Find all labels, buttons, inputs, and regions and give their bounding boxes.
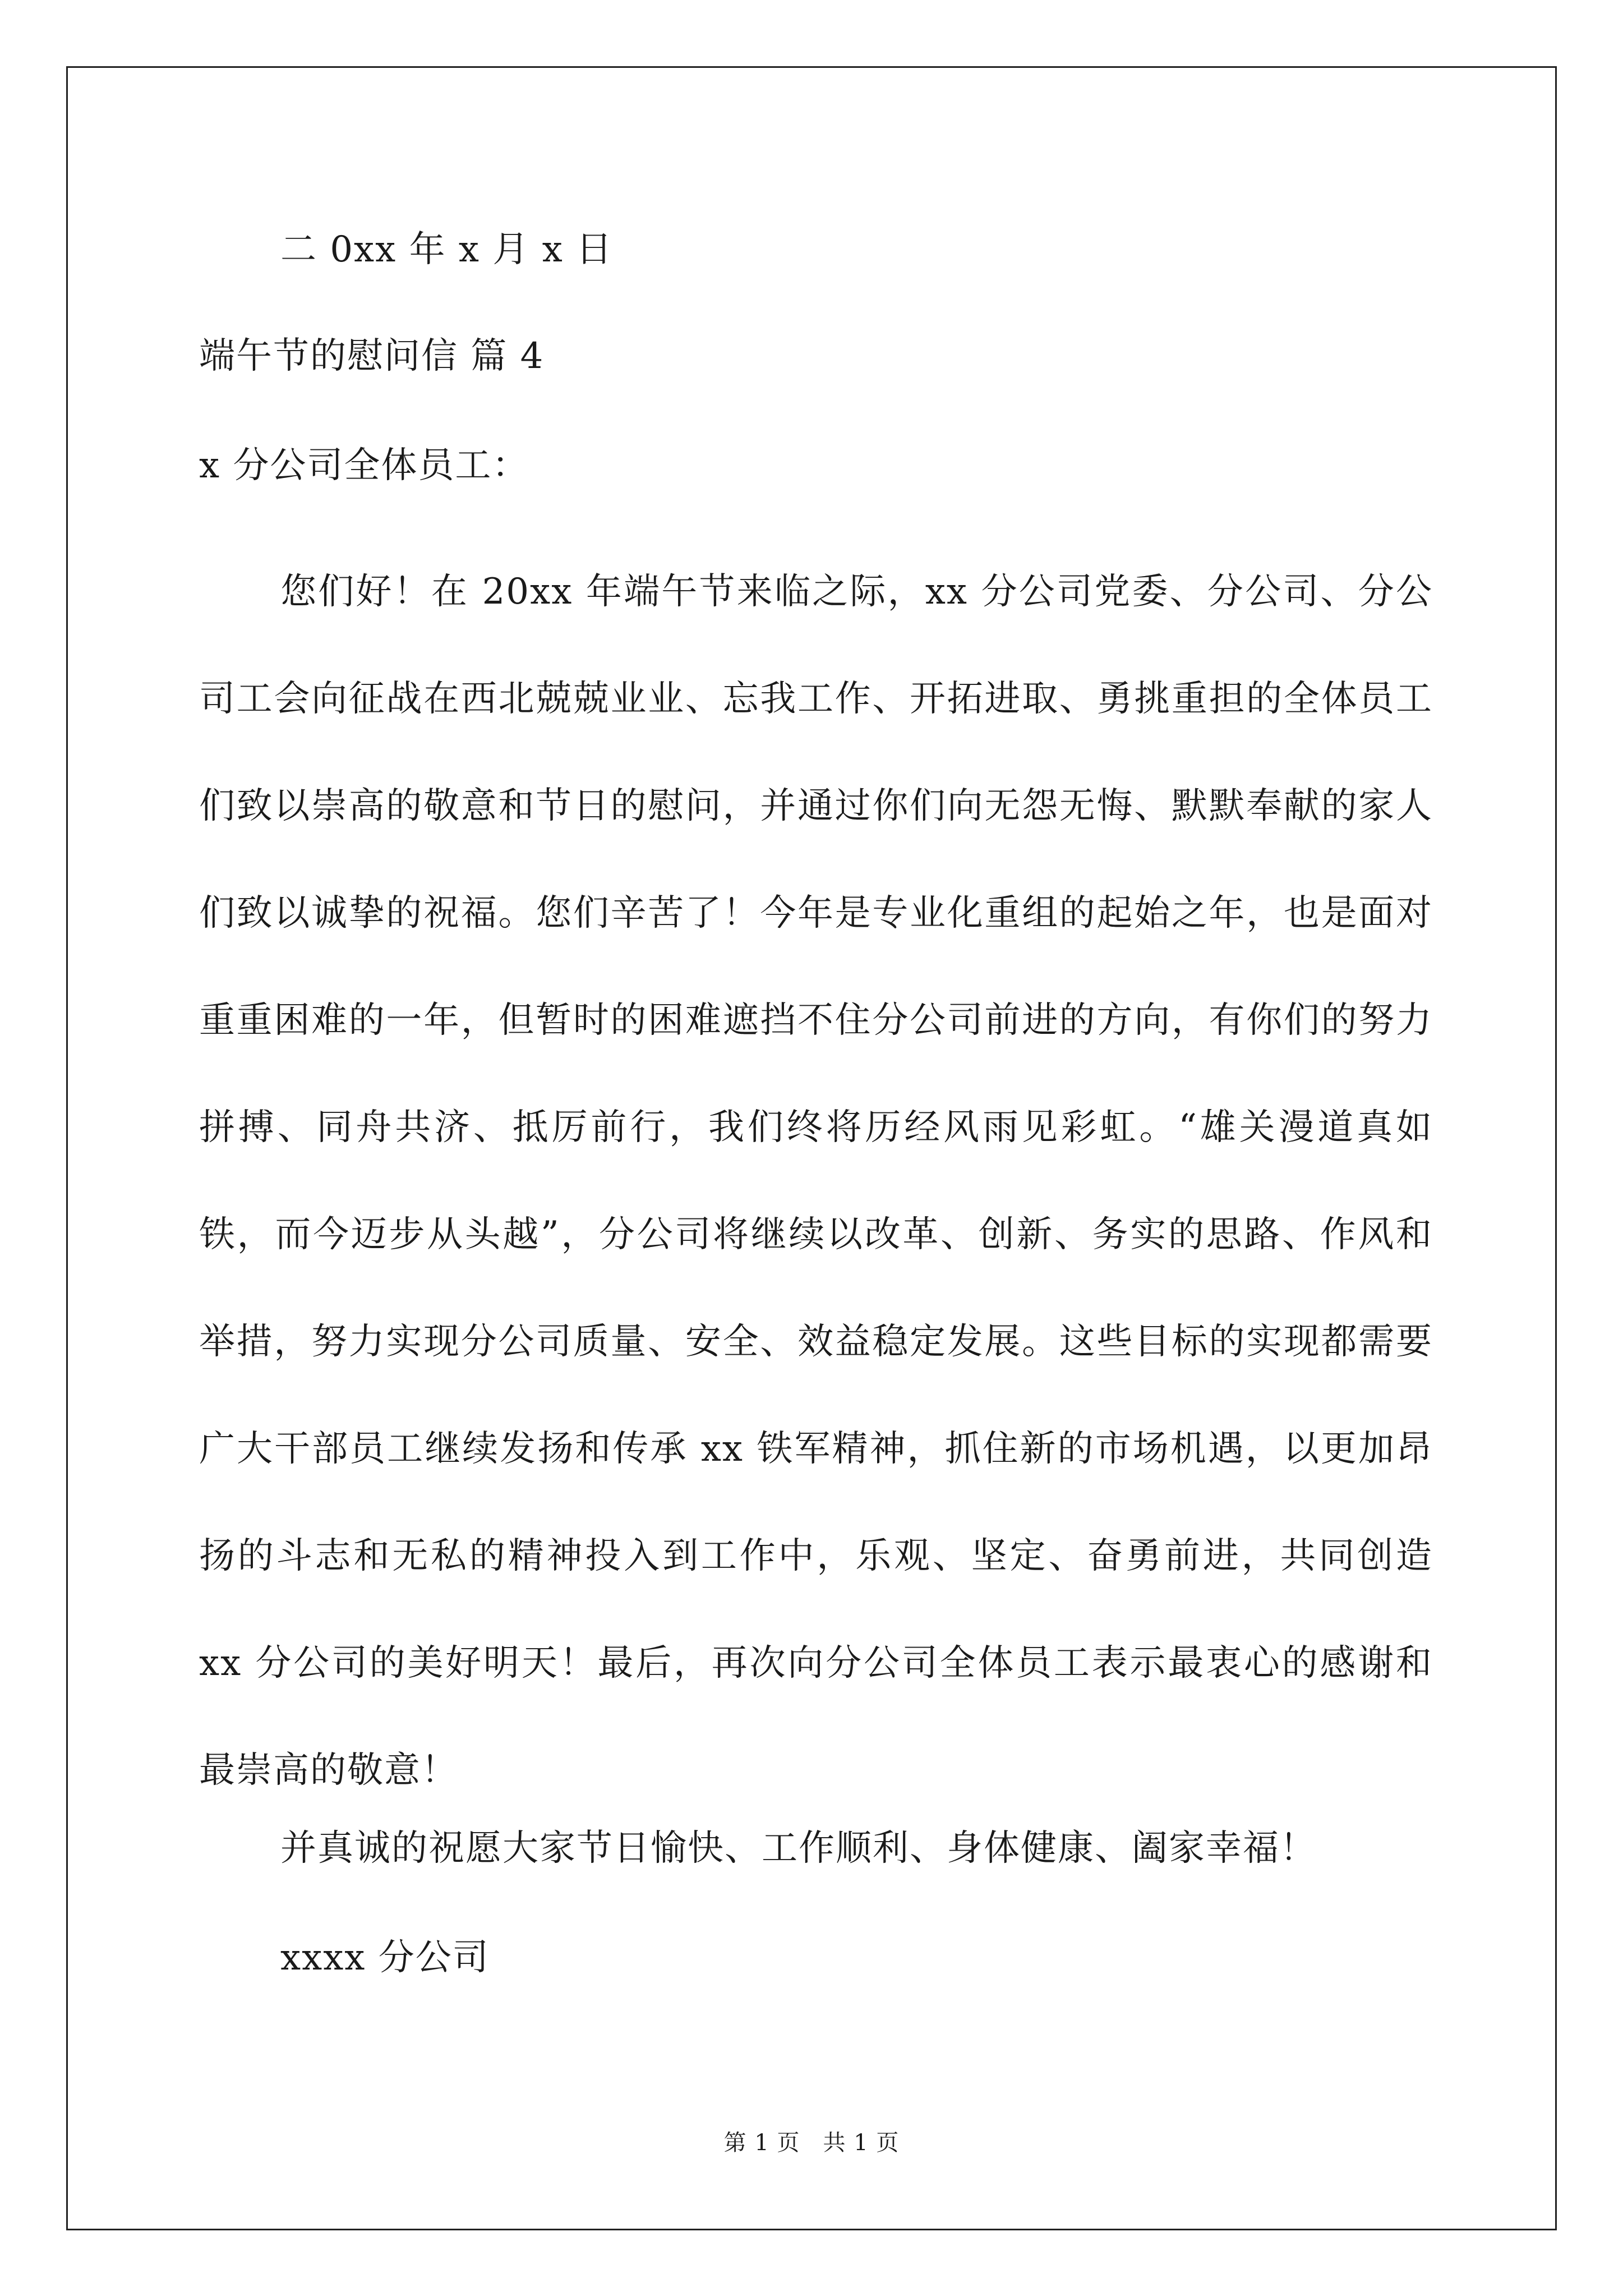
letter-body-paragraph: 您们好！在 20xx 年端午节来临之际，xx 分公司党委、分公司、分公司工会向征战在西北兢兢业业、忘我工作、开拓进取、勇挑重担的全体员工们致以崇高的敬意和节日的慰问，并通过你们向无怨无悔、默默奉献的家人们致以诚挚的祝福。您们辛苦了！今年是专业化重组的起始之年，也是面对重重困难的一年，但暂时的困难遮挡不住分公司前进的方向，有你们的努力拼搏、同舟共济、抵厉前行，我们终将历经风雨见彩虹。“雄关漫道真如铁，而今迈步从头越”，分公司将继续以改革、创新、务实的思路、作风和举措，努力实现分公司质量、安全、效益稳定发展。这些目标的实现都需要广大干部员工继续发扬和传承 xx 铁军精神，抓住新的市场机遇，以更加昂扬的斗志和无私的精神投入到工作中，乐观、坚定、奋勇前进，共同创造 xx 分公司的美好明天！最后，再次向分公司全体员工表示最衷心的感谢和最崇高的敬意！	[199, 571, 1433, 1791]
section-title: 端午节的慰问信 篇 4	[199, 335, 545, 377]
signature: xxxx 分公司	[280, 1937, 490, 1978]
salutation: x 分公司全体员工：	[199, 445, 529, 486]
page-number-footer: 第 1 页 共 1 页	[723, 2130, 900, 2156]
date-line: 二 0xx 年 x 月 x 日	[280, 229, 614, 270]
closing-wish: 并真诚的祝愿大家节日愉快、工作顺利、身体健康、阖家幸福！	[280, 1828, 1317, 1869]
